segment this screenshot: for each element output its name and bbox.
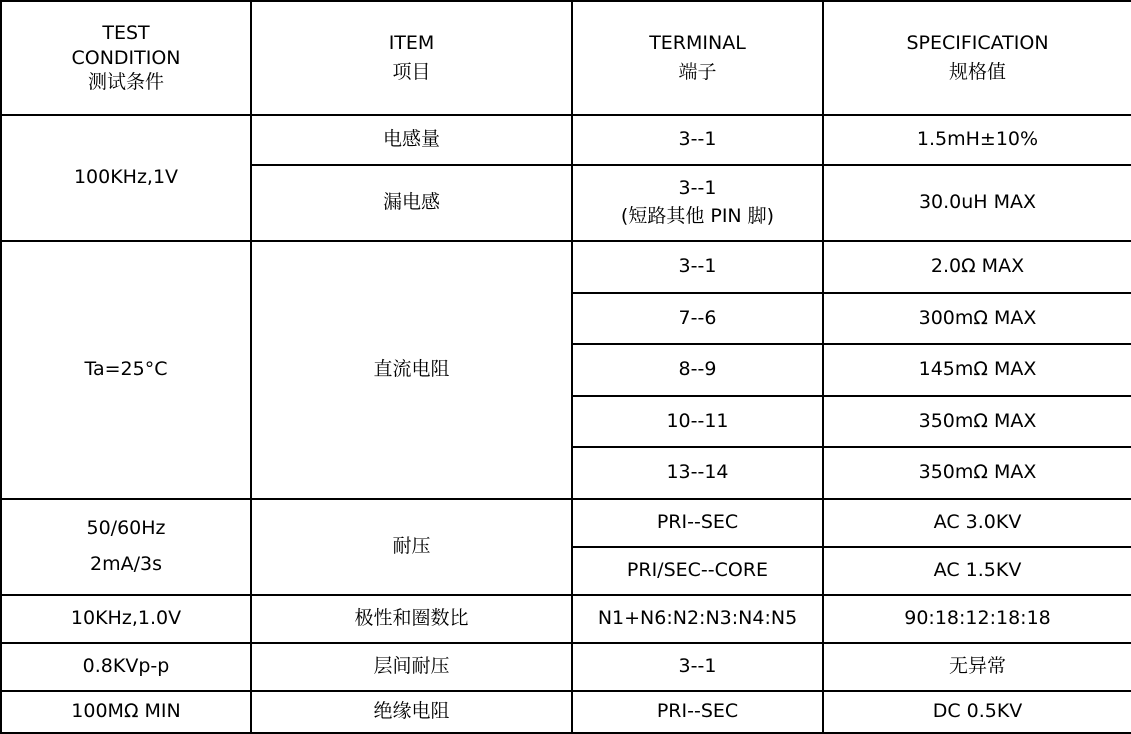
spec-cell: AC 1.5KV: [823, 547, 1131, 595]
header-item: ITEM 项目: [251, 1, 572, 115]
terminal-cell: N1+N6:N2:N3:N4:N5: [572, 595, 823, 643]
spec-cell: 350mΩ MAX: [823, 447, 1131, 499]
spec-cell: 1.5mH±10%: [823, 115, 1131, 165]
item-cell: 电感量: [251, 115, 572, 165]
header-row: [1, 1, 1131, 115]
table-row-hipot: [1, 499, 1131, 547]
terminal-cell: 8--9: [572, 344, 823, 396]
terminal-cell: 3--1: [572, 643, 823, 691]
terminal-cell: 3--1: [572, 241, 823, 293]
condition-cell: 10KHz,1.0V: [1, 595, 251, 643]
spec-cell: DC 0.5KV: [823, 691, 1131, 733]
terminal-cell: 7--6: [572, 293, 823, 344]
header-test-condition: TEST CONDITION 测试条件: [1, 1, 251, 115]
table-row-interlayer: [1, 643, 1131, 691]
item-cell: 绝缘电阻: [251, 691, 572, 733]
spec-cell: 350mΩ MAX: [823, 396, 1131, 447]
table-row-inductance: [1, 115, 1131, 165]
spec-cell: 无异常: [823, 643, 1131, 691]
terminal-cell: 13--14: [572, 447, 823, 499]
condition-cell: 100KHz,1V: [1, 115, 251, 241]
item-cell: 漏电感: [251, 165, 572, 241]
header-specification: SPECIFICATION 规格值: [823, 1, 1131, 115]
terminal-cell: PRI--SEC: [572, 691, 823, 733]
table-row-polarity: [1, 595, 1131, 643]
spec-cell: 30.0uH MAX: [823, 165, 1131, 241]
condition-cell: Ta=25°C: [1, 241, 251, 499]
spec-cell: 300mΩ MAX: [823, 293, 1131, 344]
terminal-cell: 10--11: [572, 396, 823, 447]
terminal-cell: PRI--SEC: [572, 499, 823, 547]
terminal-cell: 3--1 (短路其他 PIN 脚): [572, 165, 823, 241]
item-cell: 耐压: [251, 499, 572, 595]
condition-cell: 0.8KVp-p: [1, 643, 251, 691]
spec-cell: 145mΩ MAX: [823, 344, 1131, 396]
spec-cell: 2.0Ω MAX: [823, 241, 1131, 293]
item-cell: 直流电阻: [251, 241, 572, 499]
spec-cell: 90:18:12:18:18: [823, 595, 1131, 643]
terminal-cell: 3--1: [572, 115, 823, 165]
item-cell: 层间耐压: [251, 643, 572, 691]
condition-cell: 50/60Hz 2mA/3s: [1, 499, 251, 595]
condition-cell: 100MΩ MIN: [1, 691, 251, 733]
spec-cell: AC 3.0KV: [823, 499, 1131, 547]
table-row-insulation: [1, 691, 1131, 733]
header-terminal: TERMINAL 端子: [572, 1, 823, 115]
terminal-cell: PRI/SEC--CORE: [572, 547, 823, 595]
item-cell: 极性和圈数比: [251, 595, 572, 643]
table-row-dcr: [1, 241, 1131, 293]
